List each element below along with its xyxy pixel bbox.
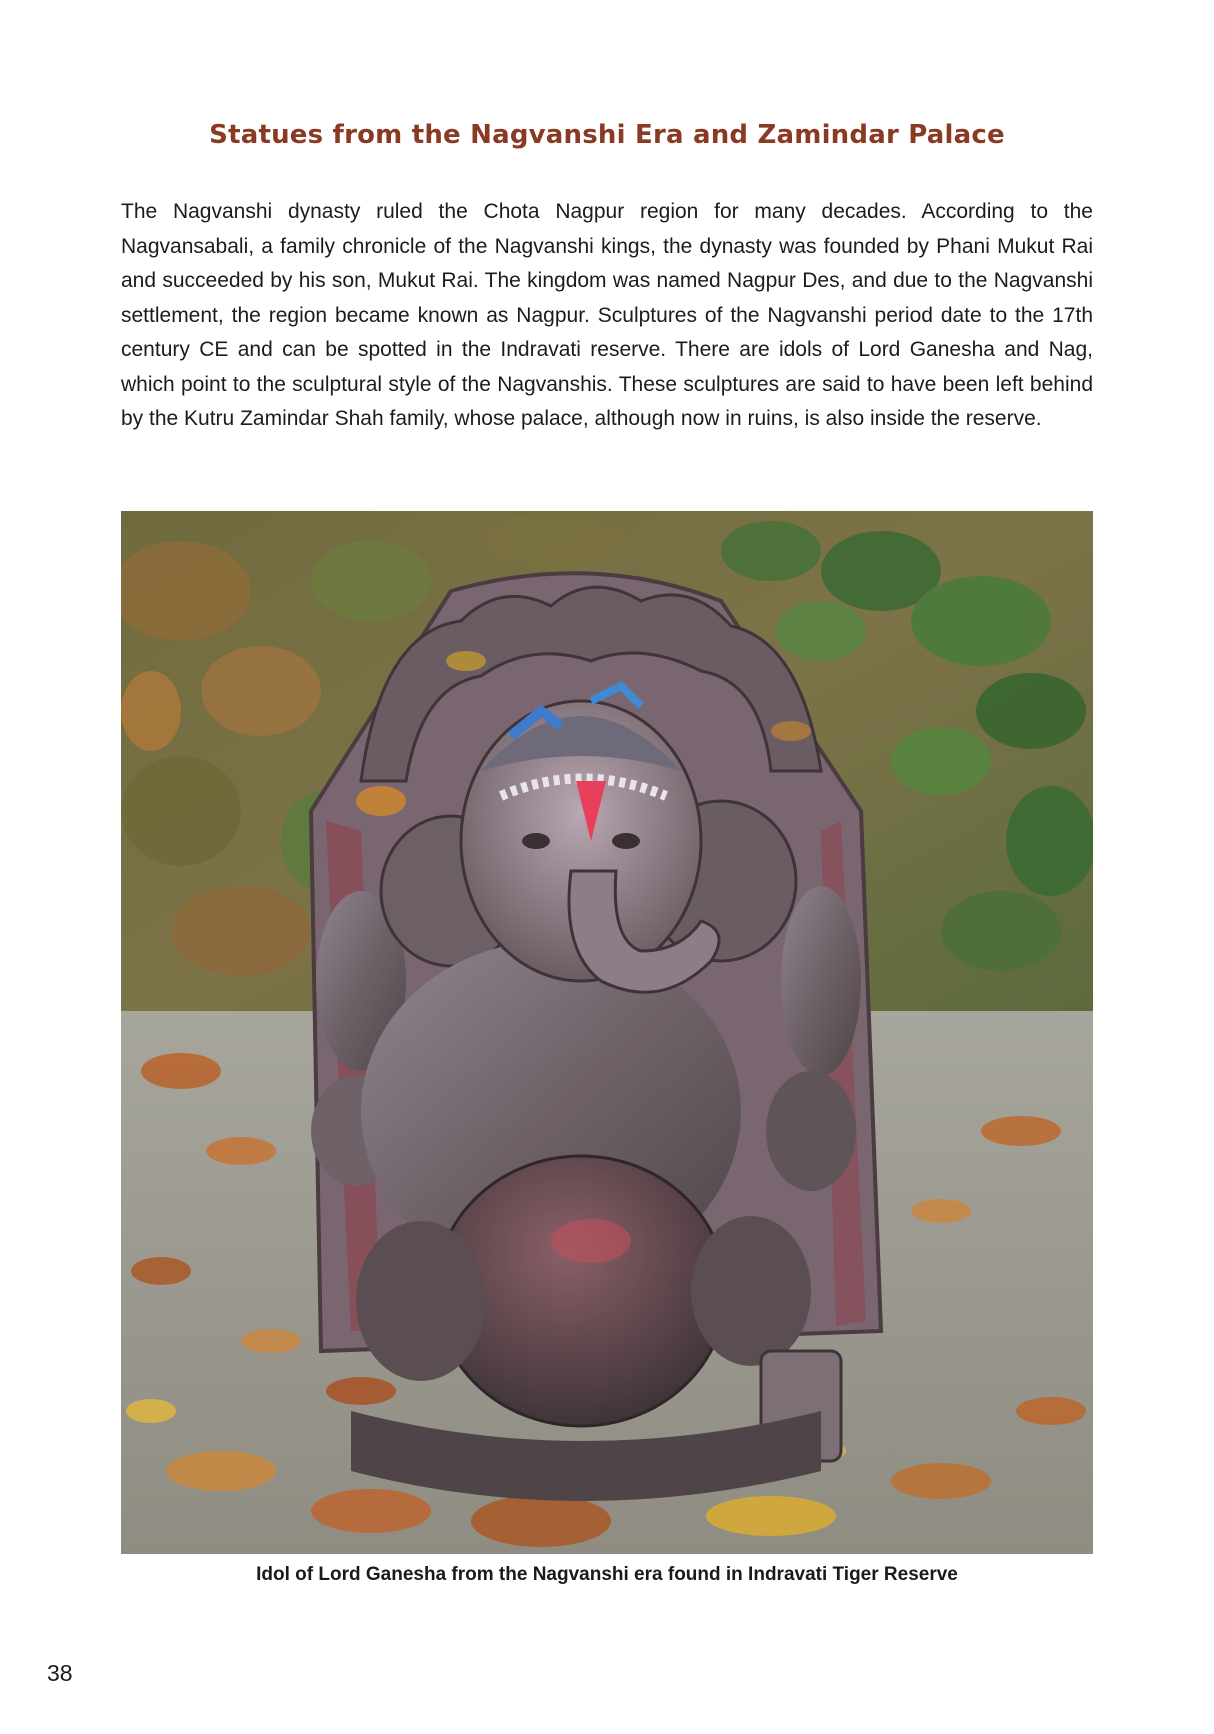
- page-number: 38: [47, 1660, 73, 1686]
- body-paragraph: The Nagvanshi dynasty ruled the Chota Nagpur region for many decades. According to the Nagvansabali, a family chronicle of the Nagvanshi kings, the dynasty was founded by Phani Mukut Rai and succeeded by his son, Mukut Rai. The kingdom was named Nagpur Des, and due to the Nagvanshi settlement, the region became known as Nagpur. Sculptures of the Nagvanshi period date to the 17th century CE and can be spotted in the Indravati reserve. There are idols of Lord Ganesha and Nag, which point to the sculptural style of the Nagvanshis. These sculptures are said to have been left behind by the Kutru Zamindar Shah family, whose palace, although now in ruins, is also inside the reserve.: [121, 200, 1093, 430]
- figure-caption: Idol of Lord Ganesha from the Nagvanshi era found in Indravati Tiger Reserve: [256, 1564, 958, 1585]
- ganesha-idol-photo: [121, 511, 1093, 1554]
- photo-illustration: [121, 511, 1093, 1554]
- page-title: Statues from the Nagvanshi Era and Zamindar Palace: [209, 120, 1005, 150]
